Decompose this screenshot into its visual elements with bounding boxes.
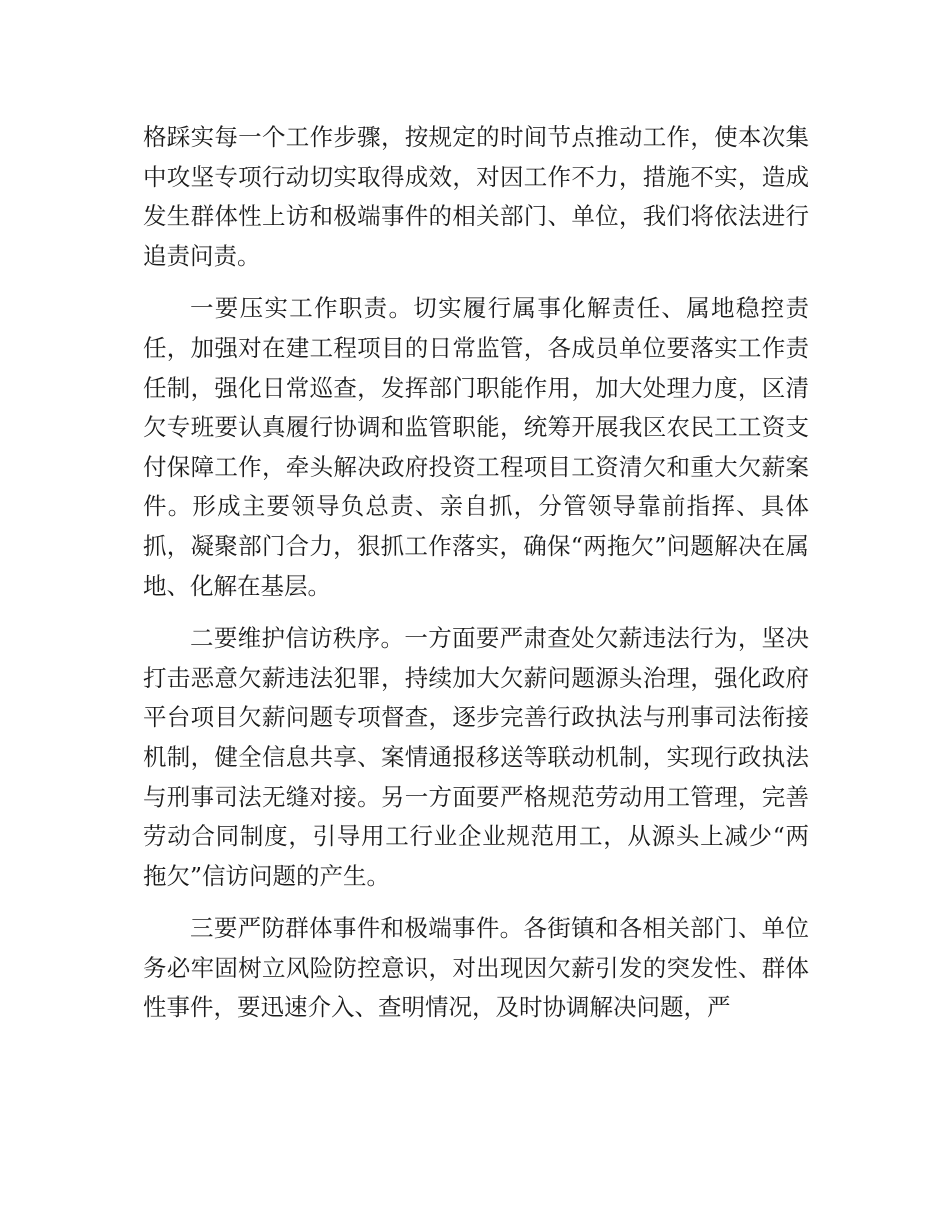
- paragraph-duty: 一要压实工作职责。切实履行属事化解责任、属地稳控责任，加强对在建工程项目的日常监管，各成员单位要落实工作责任制，强化日常巡查，发挥部门职能作用，加大处理力度，区清欠专班要认真履行协调和监管职能，统筹开展我区农民工工资支付保障工作，牵头解决政府投资工程项目工资清欠和重大欠薪案件。形成主要领导负总责、亲自抓，分管领导靠前指挥、具体抓，凝聚部门合力，狠抓工作落实，确保“两拖欠”问题解决在属地、化解在基层。: [143, 294, 809, 600]
- document-body: [143, 118, 809, 1041]
- paragraph-prevent-incidents: 三要严防群体事件和极端事件。各街镇和各相关部门、单位务必牢固树立风险防控意识，对出现因欠薪引发的突发性、群体性事件，要迅速介入、查明情况，及时协调解决问题，严: [143, 914, 809, 1022]
- paragraph-continuation: 格踩实每一个工作步骤，按规定的时间节点推动工作，使本次集中攻坚专项行动切实取得成效，对因工作不力，措施不实，造成发生群体性上访和极端事件的相关部门、单位，我们将依法进行追责问责。: [143, 123, 809, 270]
- paragraph-petition-order: 二要维护信访秩序。一方面要严肃查处欠薪违法行为，坚决打击恶意欠薪违法犯罪，持续加大欠薪问题源头治理，强化政府平台项目欠薪问题专项督查，逐步完善行政执法与刑事司法衔接机制，健全信息共享、案情通报移送等联动机制，实现行政执法与刑事司法无缝对接。另一方面要严格规范劳动用工管理，完善劳动合同制度，引导用工行业企业规范用工，从源头上减少“两拖欠”信访问题的产生。: [143, 624, 809, 890]
